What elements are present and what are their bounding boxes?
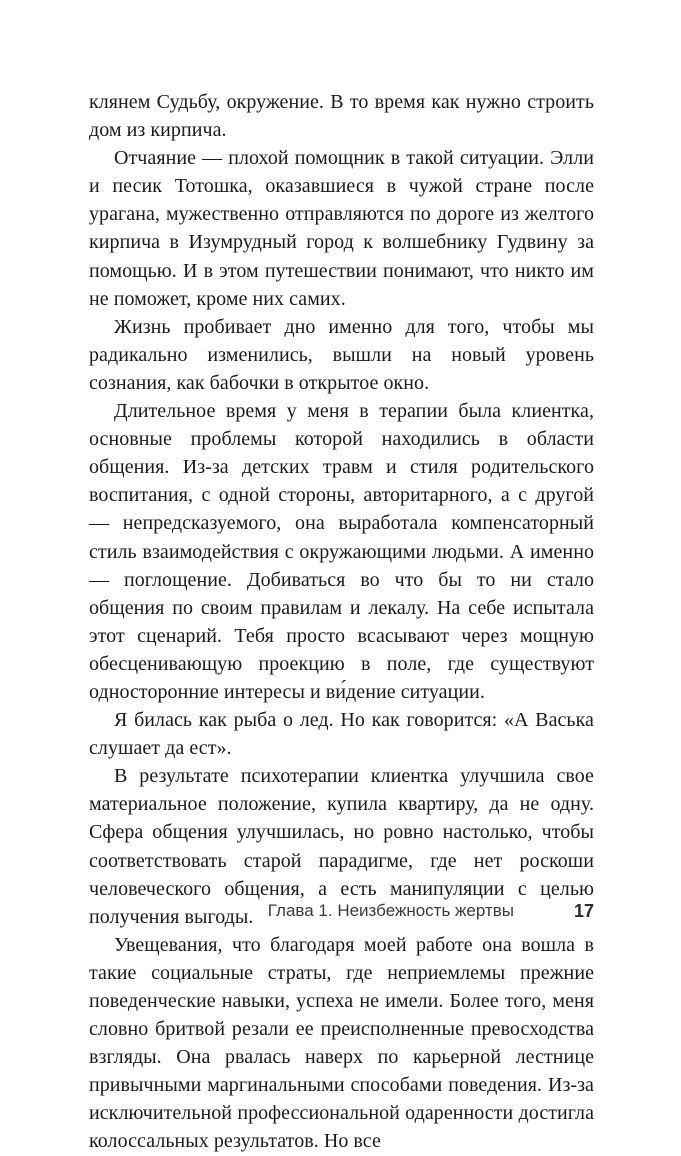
paragraph: В результате психотерапии клиентка улучшила свое материальное положение, купила квартиру, да не одну. Сфера общения улучшилась, но ровно настолько, чтобы соответствовать старой парадигме, где нет роскоши человеческого общения, а есть манипуляции с целью получения выгоды. xyxy=(89,765,594,928)
paragraph: Отчаяние — плохой помощник в такой ситуации. Элли и песик Тотошка, оказавшиеся в чужой стране после урагана, мужественно отправляются по дороге из желтого кирпича в Изумрудный город к волшебнику Гудвину за помощью. И в этом путешествии понимают, что никто им не поможет, кроме них самих. xyxy=(89,147,594,310)
paragraph: Я билась как рыба о лед. Но как говорится: «А Васька слушает да ест». xyxy=(89,709,594,760)
paragraph: Жизнь пробивает дно именно для того, чтобы мы радикально изменились, вышли на новый уровень сознания, как бабочки в открытое окно. xyxy=(89,315,594,394)
page-footer xyxy=(89,899,594,925)
paragraph: клянем Судьбу, окружение. В то время как нужно строить дом из кирпича. xyxy=(89,91,594,142)
page-number: 17 xyxy=(573,901,594,921)
paragraph: Длительное время у меня в терапии была клиентка, основные проблемы которой находились в области общения. Из-за детских травм и стиля родительского воспитания, с одной стороны, авторитарного, а с другой — непредсказуемого, она выработала компенсаторный стиль взаимодействия с окружающими людьми. А именно — поглощение. Добиваться во что бы то ни стало общения по своим правилам и лекалу. На себе испытала этот сценарий. Тебя просто всасывают через мощную обесценивающую проекцию в поле, где существуют односторонние интересы и ви́дение ситуации. xyxy=(89,400,594,703)
body-text xyxy=(89,88,594,1156)
paragraph: Увещевания, что благодаря моей работе она вошла в такие социальные страты, где неприемлемы прежние поведенческие навыки, успеха не имели. Более того, меня словно бритвой резали ее преисполненные превосходства взгляды. Она рвалась наверх по карьерной лестнице привычными маргинальными способами поведения. Из-за исключительной профессиональной одаренности достигла колоссальных результатов. Но все xyxy=(89,933,594,1153)
running-title: Глава 1. Неизбежность жертвы xyxy=(267,901,514,920)
